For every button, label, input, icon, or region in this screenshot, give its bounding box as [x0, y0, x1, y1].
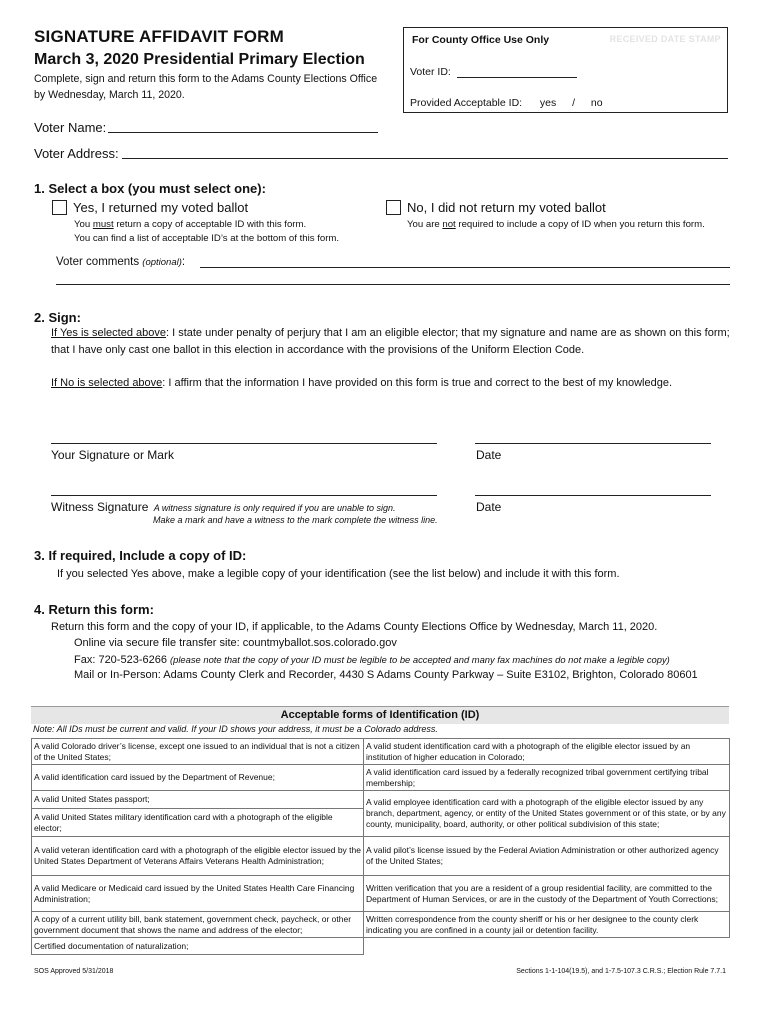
section2-heading: 2. Sign: — [34, 310, 81, 325]
id-item: A valid Colorado driver’s license, except one issued to an individual that is not a citizen of the United States; — [32, 739, 364, 765]
voter-comments-label: Voter comments (optional): — [56, 256, 186, 268]
yes-note-1: You must return a copy of acceptable ID with this form. — [74, 219, 307, 230]
provided-id-row — [410, 97, 603, 109]
if-no-statement: If No is selected above: I affirm that the information I have provided on this form is true and correct to the best of my knowledge. — [51, 377, 673, 389]
id-item: Written correspondence from the county sheriff or his or her designee to the county clerk indicating you are confined in a county jail or detention facility. — [364, 912, 730, 938]
id-table-header: Acceptable forms of Identification (ID) — [31, 706, 729, 724]
section3-text: If you selected Yes above, make a legible copy of your identification (see the list below) and include it with this form. — [57, 568, 620, 580]
county-office-title: For County Office Use Only — [412, 34, 550, 46]
section3-heading: 3. If required, Include a copy of ID: — [34, 548, 247, 563]
footer-statutes: Sections 1-1-104(19.5), and 1-7.5-107.3 C.R.S.; Election Rule 7.7.1 — [516, 968, 726, 975]
yes-checkbox[interactable] — [52, 200, 67, 215]
no-note: You are not required to include a copy of ID when you return this form. — [407, 219, 705, 230]
received-date-stamp: RECEIVED DATE STAMP — [609, 34, 721, 44]
county-office-box — [403, 27, 728, 113]
id-item: Certified documentation of naturalization; — [32, 938, 364, 955]
witness-row — [51, 500, 396, 514]
voter-id-field[interactable] — [457, 77, 577, 78]
voter-comments-field-line2[interactable] — [56, 284, 730, 285]
provided-id-yes[interactable]: yes — [539, 97, 557, 109]
voter-name-label: Voter Name: — [34, 120, 107, 135]
provided-id-no[interactable]: no — [590, 97, 603, 109]
id-item: A valid United States passport; — [32, 791, 364, 809]
provided-id-slash: / — [572, 97, 576, 109]
mail-return: Mail or In-Person: Adams County Clerk and Recorder, 4430 S Adams County Parkway – Suite E3102, Brighton, Colorado 80601 — [74, 669, 698, 681]
signature-label: Your Signature or Mark — [51, 448, 174, 462]
fax-return: Fax: 720-523-6266 (please note that the copy of your ID must be legible to be accepted and many fax machines do not make a legible copy) — [74, 654, 670, 666]
form-title: SIGNATURE AFFIDAVIT FORM — [34, 27, 285, 46]
no-option-label: No, I did not return my voted ballot — [407, 200, 606, 215]
witness-signature-label: Witness Signature — [51, 500, 149, 514]
id-item: A valid pilot’s license issued by the Federal Aviation Administration or other authorized agency of the United States; — [364, 837, 730, 876]
id-table-note: Note: All IDs must be current and valid. If your ID shows your address, it must be a Colorado address. — [33, 724, 438, 734]
no-checkbox[interactable] — [386, 200, 401, 215]
form-instructions: Complete, sign and return this form to the Adams County Elections Office by Wednesday, March 11, 2020. — [34, 73, 378, 101]
date-label: Date — [476, 448, 502, 462]
signature-date-field[interactable] — [475, 443, 711, 444]
yes-note-2: You can find a list of acceptable ID’s at the bottom of this form. — [74, 233, 340, 244]
witness-signature-field[interactable] — [51, 495, 437, 496]
provided-id-label: Provided Acceptable ID: — [410, 97, 523, 109]
id-item: A valid United States military identification card with a photograph of the eligible elector; — [32, 809, 364, 837]
voter-id-label: Voter ID: — [410, 66, 451, 78]
voter-name-field[interactable] — [108, 132, 378, 133]
witness-note-1: A witness signature is only required if you are unable to sign. — [153, 503, 396, 513]
id-item: A valid identification card issued by a federally recognized tribal government certifying tribal membership; — [364, 765, 730, 791]
voter-address-field[interactable] — [122, 158, 728, 159]
id-item: A valid veteran identification card with a photograph of the eligible elector issued by the United States Department of Veterans Affairs Veterans Health Administration; — [32, 837, 364, 876]
id-item: A valid identification card issued by the Department of Revenue; — [32, 765, 364, 791]
section4-heading: 4. Return this form: — [34, 602, 154, 617]
id-table — [31, 738, 730, 955]
footer-approved: SOS Approved 5/31/2018 — [34, 968, 114, 975]
voter-comments-field[interactable] — [200, 267, 730, 268]
yes-option-label: Yes, I returned my voted ballot — [73, 200, 249, 215]
witness-date-label: Date — [476, 500, 502, 514]
id-item: A valid student identification card with a photograph of the eligible elector issued by an institution of higher education in Colorado; — [364, 739, 730, 765]
if-yes-statement: If Yes is selected above: I state under penalty of perjury that I am an eligible elector; that my signature and name are as shown on this form; that I have only cast one ballot in this election in accordance with the provisions of the Uniform Election Code. — [51, 327, 730, 356]
id-item: A copy of a current utility bill, bank statement, government check, paycheck, or other government document that shows the name and address of the elector; — [32, 912, 364, 938]
voter-address-label: Voter Address: — [34, 146, 119, 161]
id-item: Written verification that you are a resident of a group residential facility, are committed to the Department of Human Services, or are in the custody of the Department of Youth Corrections; — [364, 876, 730, 912]
return-instructions: Return this form and the copy of your ID, if applicable, to the Adams County Elections Office by Wednesday, March 11, 2020. — [51, 621, 658, 633]
witness-note-2: Make a mark and have a witness to the mark complete the witness line. — [153, 515, 438, 525]
id-item: A valid Medicare or Medicaid card issued by the United States Health Care Financing Administration; — [32, 876, 364, 912]
election-subtitle: March 3, 2020 Presidential Primary Election — [34, 51, 365, 68]
online-return: Online via secure file transfer site: countmyballot.sos.colorado.gov — [74, 637, 397, 649]
section1-heading: 1. Select a box (you must select one): — [34, 181, 266, 196]
id-item: A valid employee identification card with a photograph of the eligible elector issued by any branch, department, agency, or entity of the United States government or of this state, or by any county, municipality, board, authority, or other political subdivision of this state; — [364, 791, 730, 837]
signature-field[interactable] — [51, 443, 437, 444]
id-empty-cell — [364, 938, 730, 955]
witness-date-field[interactable] — [475, 495, 711, 496]
